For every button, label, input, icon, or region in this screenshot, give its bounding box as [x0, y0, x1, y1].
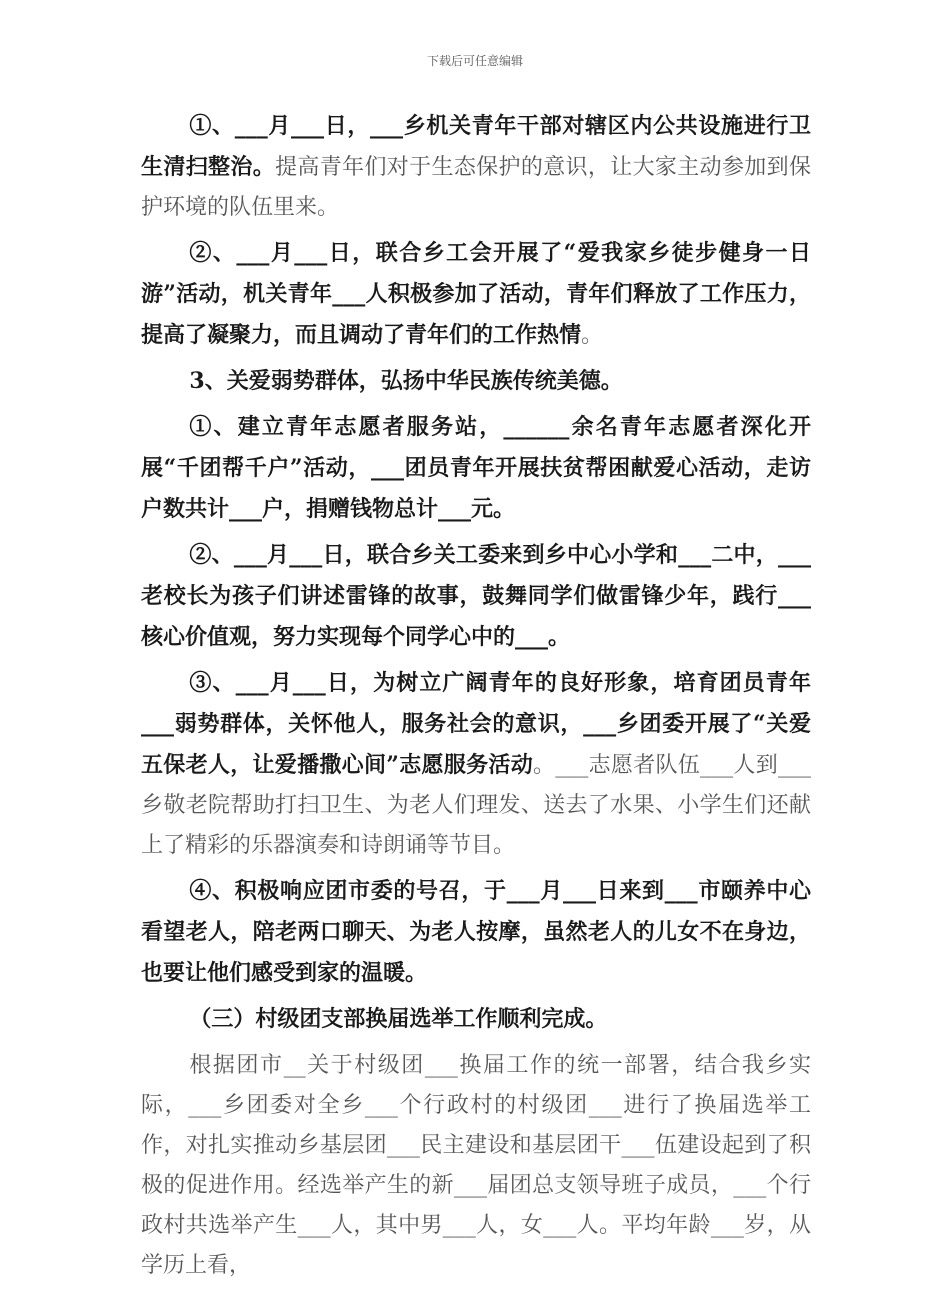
paragraph-bold-text: ②、___月___日，联合乡工会开展了“爱我家乡徒步健身一日游”活动，机关青年___人积极参加了活动，青年们释放了工作压力，提高了凝聚力，而且调动了青年们的工作热情 [141, 240, 811, 348]
paragraph-2 [141, 233, 811, 356]
paragraph-1 [141, 106, 811, 228]
paragraph-text: 提高青年们对于生态保护的意识，让大家主动参加到保护环境的队伍里来。 [141, 155, 811, 220]
paragraph-text: 。___志愿者队伍___人到___乡敬老院帮助打扫卫生、为老人们理发、送去了水果、小学生们还献上了精彩的乐器演奏和诗朗诵等节目。 [141, 753, 811, 858]
paragraph-bold-text: ①、建立青年志愿者服务站，______余名青年志愿者深化开展“千团帮千户”活动，___团员青年开展扶贫帮困献爱心活动，走访户数共计___户，捐赠钱物总计___元。 [141, 414, 811, 522]
paragraph-7 [141, 871, 811, 994]
paragraph-text: 。 [581, 323, 604, 348]
paragraph-bold-text: ①、___月___日，___乡机关青年干部对辖区内公共设施进行卫生清扫整治。 [141, 113, 811, 180]
paragraph-bold-text: （三）村级团支部换届选举工作顺利完成。 [189, 1006, 608, 1032]
document-body [141, 106, 811, 1291]
paragraph-bold-text: 3、关爱弱势群体，弘扬中华民族传统美德。 [189, 368, 623, 394]
paragraph-4 [141, 407, 811, 530]
page-header: 下载后可任意编辑 [426, 54, 523, 68]
paragraph-6 [141, 663, 811, 866]
paragraph-bold-text: ④、积极响应团市委的号召，于___月___日来到___市颐养中心看望老人，陪老两口聊天、为老人按摩，虽然老人的儿女不在身边，也要让他们感受到家的温暖。 [141, 878, 811, 986]
paragraph-bold-text: ③、___月___日，为树立广阔青年的良好形象，培育团员青年___弱势群体，关怀他人，服务社会的意识，___乡团委开展了“关爱五保老人，让爱播撒心间”志愿服务活动 [141, 670, 812, 778]
paragraph-text: 根据团市__关于村级团___换届工作的统一部署，结合我乡实际，___乡团委对全乡___个行政村的村级团___进行了换届选举工作，对扎实推动乡基层团___民主建设和基层团干___伍建设起到了积极的促进作用。经选举产生的新___届团总支领导班子成员，___个行政村共选举产生___人，其中男___人，女___人。平均年龄___岁，从学历上看， [141, 1053, 811, 1278]
paragraph-3 [141, 361, 811, 402]
paragraph-bold-text: ②、___月___日，联合乡关工委来到乡中心小学和___二中，___老校长为孩子们讲述雷锋的故事，鼓舞同学们做雷锋少年，践行___核心价值观，努力实现每个同学心中的___。 [141, 542, 811, 650]
section-heading [141, 999, 811, 1040]
paragraph-5 [141, 535, 811, 658]
paragraph-9 [141, 1045, 811, 1286]
